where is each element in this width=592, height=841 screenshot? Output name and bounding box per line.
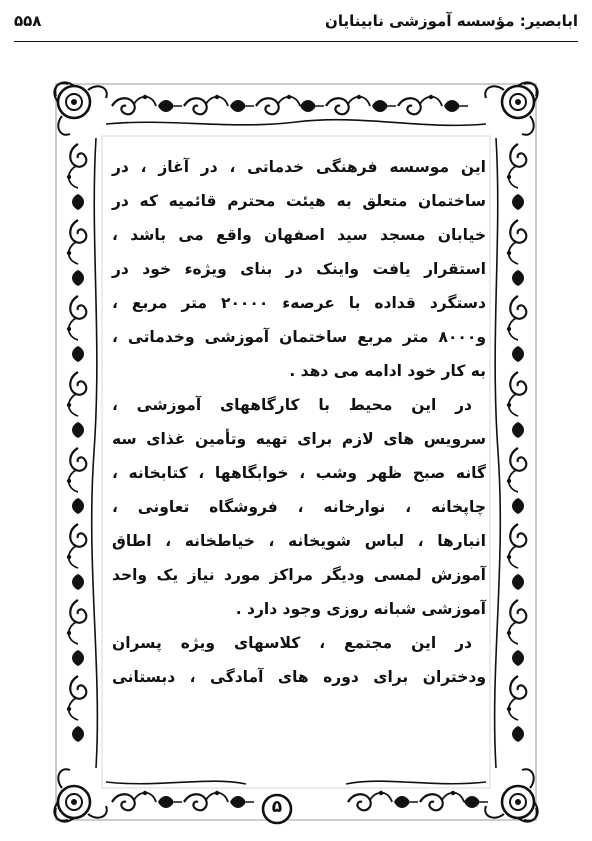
body-line: ساختمان متعلق به هیئت محترم قائمیه که در: [112, 192, 486, 210]
body-line: گانه صبح ظهر وشب ، خوابگاهها ، کتابخانه ،: [112, 464, 486, 482]
body-line: به کار خود ادامه می دهد .: [289, 362, 486, 380]
body-line: ودختران برای دوره های آمادگی ، دبستانی: [112, 668, 486, 686]
header-title: ابابصیر: مؤسسه آموزشی نابینایان: [325, 12, 578, 30]
body-line: در این محیط با کارگاههای آموزشی ،: [112, 396, 472, 414]
body-line: آموزش لمسی ودیگر مراکز مورد نیاز یک واحد: [112, 566, 486, 584]
body-line: استقرار یافت واینک در بنای ویژه‌ء خود در: [112, 260, 486, 278]
header-page-number: ۵۵۸: [14, 12, 42, 30]
body-line: این موسسه فرهنگی خدماتی ، در آغاز ، در: [112, 158, 486, 176]
body-line: سرویس های لازم برای تهیه وتأمین غذای سه: [112, 430, 486, 448]
folio-number: ۵: [271, 797, 283, 817]
body-line: دستگرد قداده با عرصه‌ء ۲۰۰۰۰ متر مربع ،: [112, 294, 486, 312]
body-line: در این مجتمع ، کلاسهای ویژه پسران: [112, 634, 472, 652]
body-line: و۸۰۰۰ متر مربع ساختمان آموزشی وخدماتی ،: [112, 328, 486, 346]
body-text: [112, 150, 486, 694]
header-rule: [14, 41, 578, 42]
body-line: انبارها ، لباس شویخانه ، خیاطخانه ، اطاق: [112, 532, 486, 550]
body-line: چاپخانه ، نوارخانه ، فروشگاه تعاونی ،: [112, 498, 486, 516]
body-line: آموزشی شبانه روزی وجود دارد .: [235, 600, 486, 618]
running-header: [14, 8, 578, 38]
body-line: خیابان مسجد سید اصفهان واقع می باشد ،: [112, 226, 486, 244]
